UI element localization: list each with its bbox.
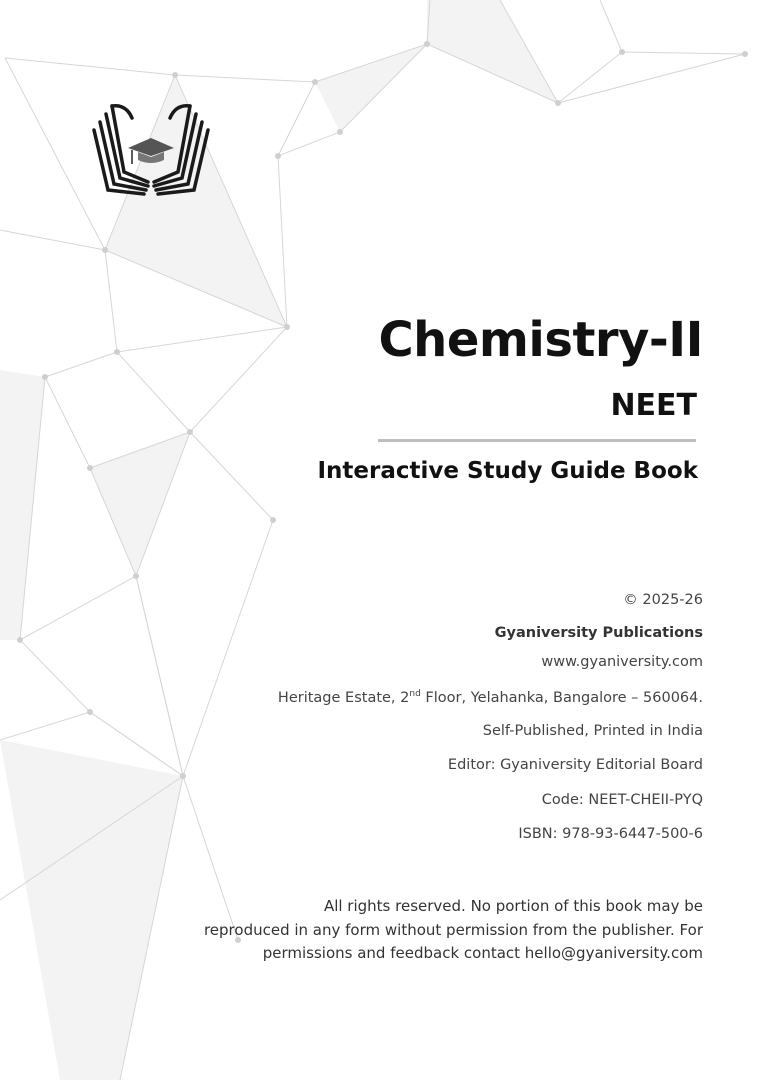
address-part-1: Heritage Estate, 2 [277,689,410,706]
title-divider [378,439,696,442]
publisher-address [278,689,703,706]
rights-line: All rights reserved. No portion of this book may be [323,897,703,915]
rights-line: reproduced in any form without permission from the publisher. For [203,920,703,939]
book-graduation-cap-logo [86,98,216,198]
publisher-website[interactable]: www.gyaniversity.com [541,654,703,670]
address-part-2: Floor, Yelahanka, Bangalore – 560064. [420,689,703,706]
exam-name: NEET [610,388,697,423]
publisher-name: Gyaniversity Publications [494,625,703,641]
book-title: Chemistry-II [378,312,703,368]
address-superscript: nd [409,689,421,699]
printing-info: Self-Published, Printed in India [482,723,703,739]
rights-line: permissions and feedback contact hello@gyaniversity.com [262,944,703,962]
book-subtitle: Interactive Study Guide Book [317,458,698,484]
book-code: Code: NEET-CHEII-PYQ [541,792,703,808]
editor-info: Editor: Gyaniversity Editorial Board [447,757,703,773]
isbn: ISBN: 978-93-6447-500-6 [518,826,703,842]
rights-notice [204,895,703,966]
copyright: © 2025-26 [623,592,703,608]
